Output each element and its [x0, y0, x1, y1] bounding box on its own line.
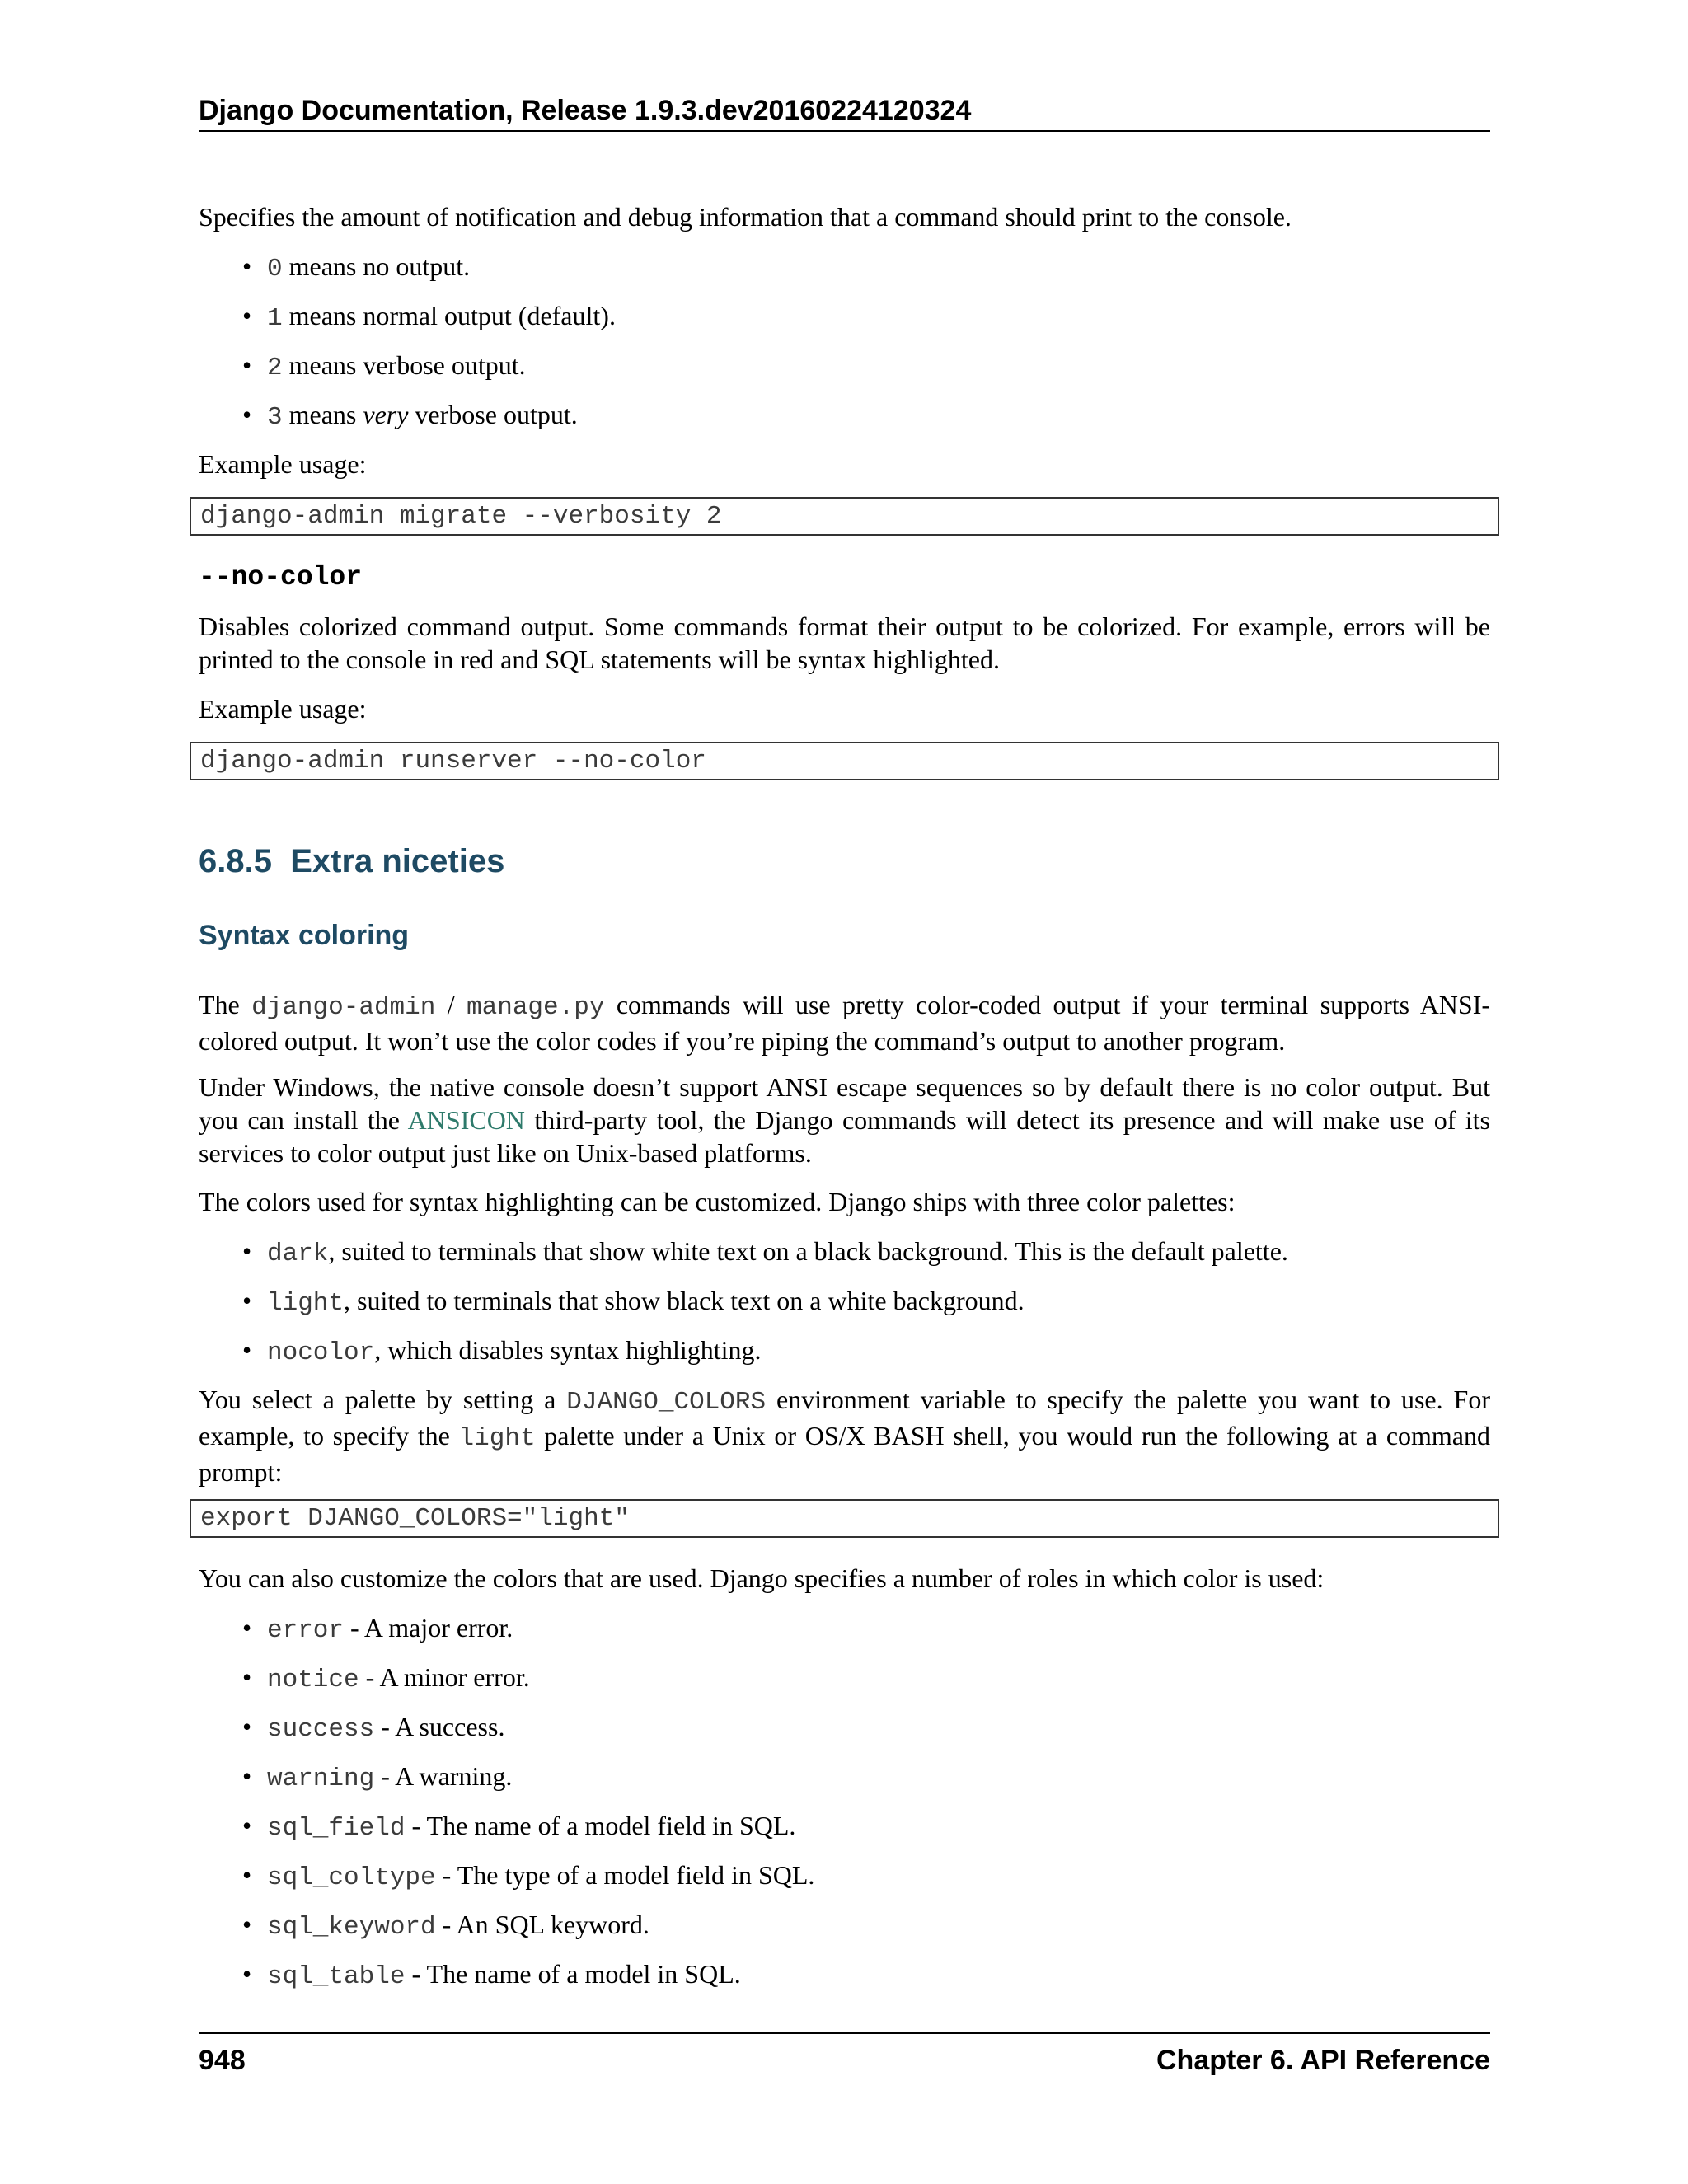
list-item: • 3 means very verbose output. — [242, 400, 578, 432]
list-item: • sql_field - The name of a model field in SQL. — [242, 1811, 796, 1843]
list-item: • 1 means normal output (default). — [242, 301, 616, 333]
list-item: • 2 means verbose output. — [242, 350, 526, 382]
list-item: • light, suited to terminals that show black text on a white background. — [242, 1286, 1025, 1318]
page-footer — [199, 2032, 1490, 2079]
windows-paragraph: Under Windows, the native console doesn’t support ANSI escape sequences so by default there is no color output. But you can install the ANSICON third-party tool, the Django commands will detect its presence and will make use of its services to color output just like on Unix-based platforms. — [199, 1072, 1491, 1168]
verbosity-intro: Specifies the amount of notification and debug information that a command should print to the console. — [199, 202, 1292, 232]
code-block: export DJANGO_COLORS="light" — [190, 1499, 1499, 1538]
list-item: • 0 means no output. — [242, 251, 471, 284]
page-number: 948 — [199, 2045, 246, 2076]
verbosity-list — [199, 250, 1490, 448]
section-heading — [199, 841, 504, 881]
list-item: • sql_coltype - The type of a model field in SQL. — [242, 1860, 815, 1892]
palette-selection-paragraph: You select a palette by setting a DJANGO_COLORS environment variable to specify the palette you want to use. For example, to specify the light palette under a Unix or OS/X BASH shell, you would run the following at a command prompt: — [199, 1385, 1491, 1487]
syntax-paragraph: The django-admin / manage.py commands will use pretty color-coded output if your terminal supports ANSI-colored output. It won’t use the color codes if you’re piping the command’s output to another program. — [199, 990, 1491, 1056]
list-item: • error - A major error. — [242, 1613, 513, 1645]
list-item: • success - A success. — [242, 1712, 505, 1744]
page-header — [199, 92, 1490, 132]
list-item: • notice - A minor error. — [242, 1662, 530, 1694]
section-number: 6.8.5 — [199, 843, 272, 879]
code-block: django-admin runserver --no-color — [190, 742, 1499, 780]
ansicon-link[interactable]: ANSICON — [407, 1105, 525, 1135]
option-name: --no-color — [199, 562, 363, 593]
roles-list — [199, 1611, 1490, 2007]
example-label: Example usage: — [199, 449, 367, 479]
list-item: • warning - A warning. — [242, 1761, 513, 1793]
no-color-description: Disables colorized command output. Some commands format their output to be colorized. For example, errors will be printed to the console in red and SQL statements will be syntax highlighted. — [199, 612, 1490, 674]
list-item: • nocolor, which disables syntax highlighting. — [242, 1335, 762, 1367]
list-item: • sql_table - The name of a model in SQL. — [242, 1959, 741, 1991]
list-item: • dark, suited to terminals that show white text on a black background. This is the default palette. — [242, 1236, 1288, 1268]
palette-list — [199, 1235, 1490, 1383]
roles-intro: You can also customize the colors that are used. Django specifies a number of roles in which color is used: — [199, 1563, 1325, 1593]
chapter-title: Chapter 6. API Reference — [1156, 2045, 1490, 2076]
example-label: Example usage: — [199, 694, 367, 724]
code-block: django-admin migrate --verbosity 2 — [190, 497, 1499, 536]
section-title: Extra niceties — [290, 843, 505, 879]
subsection-heading: Syntax coloring — [199, 920, 410, 951]
list-item: • sql_keyword - An SQL keyword. — [242, 1910, 649, 1942]
document-title: Django Documentation, Release 1.9.3.dev20160224120324 — [199, 95, 972, 126]
palettes-intro: The colors used for syntax highlighting can be customized. Django ships with three color palettes: — [199, 1187, 1236, 1216]
